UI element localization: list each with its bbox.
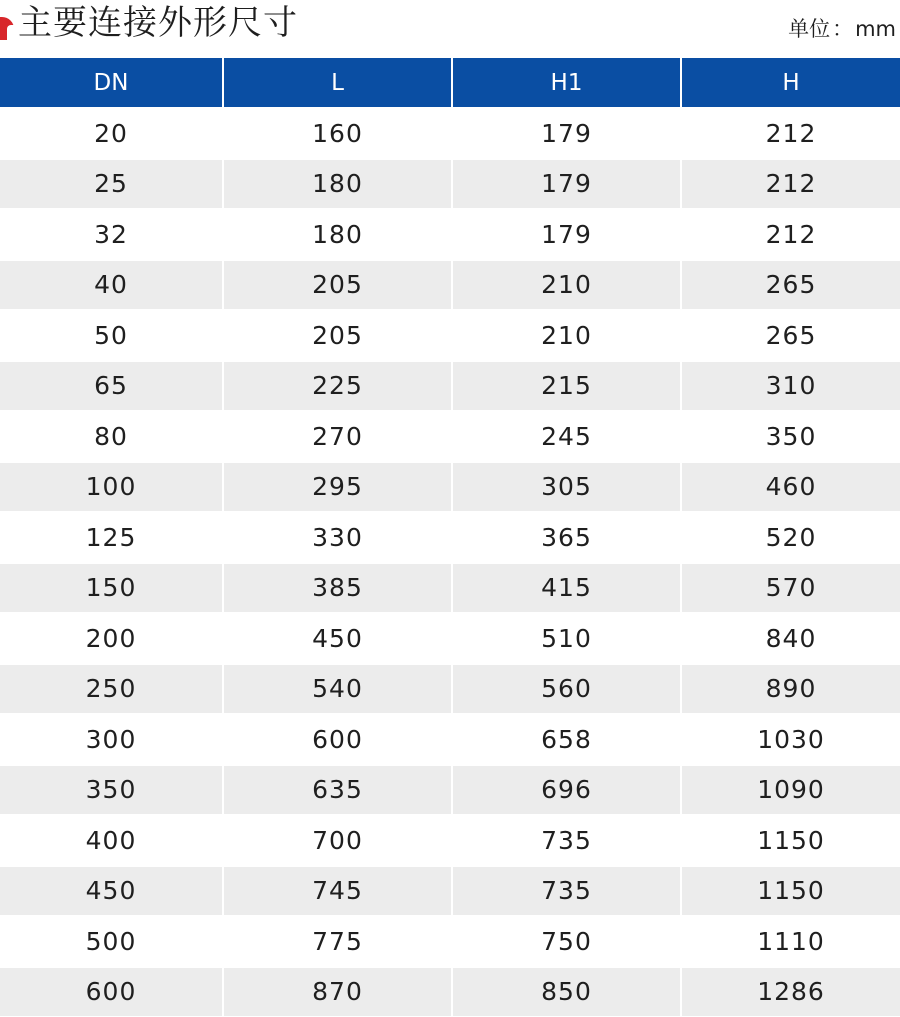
cell-h1: 560 <box>452 664 681 715</box>
cell-dn: 300 <box>0 714 223 765</box>
cell-dn: 350 <box>0 765 223 816</box>
cell-dn: 500 <box>0 916 223 967</box>
cell-h1: 750 <box>452 916 681 967</box>
table-row <box>0 310 900 361</box>
table-row <box>0 462 900 513</box>
cell-dn: 100 <box>0 462 223 513</box>
cell-dn: 65 <box>0 361 223 412</box>
cell-l: 385 <box>223 563 452 614</box>
table-row <box>0 664 900 715</box>
cell-dn: 400 <box>0 815 223 866</box>
column-header-dn: DN <box>0 58 223 108</box>
cell-h: 1030 <box>681 714 900 765</box>
table-row <box>0 108 900 159</box>
cell-l: 270 <box>223 411 452 462</box>
cell-h: 1150 <box>681 866 900 917</box>
cell-dn: 20 <box>0 108 223 159</box>
column-header-l: L <box>223 58 452 108</box>
dimensions-table <box>0 58 900 1016</box>
cell-l: 180 <box>223 209 452 260</box>
cell-l: 775 <box>223 916 452 967</box>
table-row <box>0 411 900 462</box>
cell-l: 700 <box>223 815 452 866</box>
cell-h1: 210 <box>452 310 681 361</box>
cell-h: 265 <box>681 260 900 311</box>
cell-h1: 415 <box>452 563 681 614</box>
cell-l: 330 <box>223 512 452 563</box>
unit-label: 单位 <box>788 17 831 41</box>
unit-indicator <box>788 14 896 44</box>
cell-h1: 179 <box>452 159 681 210</box>
cell-h1: 658 <box>452 714 681 765</box>
cell-h: 1286 <box>681 967 900 1017</box>
unit-separator: ： <box>832 17 854 41</box>
cell-l: 225 <box>223 361 452 412</box>
cell-dn: 250 <box>0 664 223 715</box>
column-header-h1: H1 <box>452 58 681 108</box>
cell-l: 745 <box>223 866 452 917</box>
cell-h: 265 <box>681 310 900 361</box>
table-row <box>0 866 900 917</box>
cell-h1: 365 <box>452 512 681 563</box>
cell-h: 1150 <box>681 815 900 866</box>
cell-h1: 179 <box>452 108 681 159</box>
cell-h: 310 <box>681 361 900 412</box>
cell-h: 212 <box>681 159 900 210</box>
table-row <box>0 563 900 614</box>
page-title: 主要连接外形尺寸 <box>18 3 298 43</box>
table-row <box>0 714 900 765</box>
cell-h: 520 <box>681 512 900 563</box>
table-header-row <box>0 58 900 108</box>
cell-h1: 210 <box>452 260 681 311</box>
cell-dn: 40 <box>0 260 223 311</box>
cell-h: 840 <box>681 613 900 664</box>
cell-dn: 32 <box>0 209 223 260</box>
table-row <box>0 512 900 563</box>
title-marker-icon <box>0 17 14 40</box>
table-row <box>0 765 900 816</box>
cell-l: 870 <box>223 967 452 1017</box>
table-row <box>0 613 900 664</box>
cell-l: 160 <box>223 108 452 159</box>
cell-l: 540 <box>223 664 452 715</box>
cell-h: 890 <box>681 664 900 715</box>
table-row <box>0 815 900 866</box>
cell-h: 1090 <box>681 765 900 816</box>
cell-h1: 215 <box>452 361 681 412</box>
cell-dn: 80 <box>0 411 223 462</box>
cell-h1: 696 <box>452 765 681 816</box>
cell-dn: 50 <box>0 310 223 361</box>
page-header <box>0 0 900 56</box>
cell-l: 205 <box>223 260 452 311</box>
cell-h: 350 <box>681 411 900 462</box>
cell-dn: 150 <box>0 563 223 614</box>
cell-dn: 125 <box>0 512 223 563</box>
cell-h: 212 <box>681 209 900 260</box>
cell-l: 450 <box>223 613 452 664</box>
table-row <box>0 159 900 210</box>
cell-h: 570 <box>681 563 900 614</box>
cell-h1: 245 <box>452 411 681 462</box>
cell-l: 295 <box>223 462 452 513</box>
cell-l: 635 <box>223 765 452 816</box>
cell-h1: 735 <box>452 866 681 917</box>
cell-h1: 179 <box>452 209 681 260</box>
cell-h1: 510 <box>452 613 681 664</box>
cell-dn: 450 <box>0 866 223 917</box>
cell-dn: 200 <box>0 613 223 664</box>
table-row <box>0 916 900 967</box>
cell-dn: 600 <box>0 967 223 1017</box>
unit-value: mm <box>855 17 896 41</box>
cell-l: 180 <box>223 159 452 210</box>
cell-h1: 735 <box>452 815 681 866</box>
cell-h: 460 <box>681 462 900 513</box>
table-row <box>0 361 900 412</box>
table-row <box>0 967 900 1017</box>
table-row <box>0 209 900 260</box>
table-row <box>0 260 900 311</box>
column-header-h: H <box>681 58 900 108</box>
cell-l: 205 <box>223 310 452 361</box>
cell-l: 600 <box>223 714 452 765</box>
cell-h: 1110 <box>681 916 900 967</box>
cell-dn: 25 <box>0 159 223 210</box>
cell-h1: 305 <box>452 462 681 513</box>
cell-h: 212 <box>681 108 900 159</box>
cell-h1: 850 <box>452 967 681 1017</box>
